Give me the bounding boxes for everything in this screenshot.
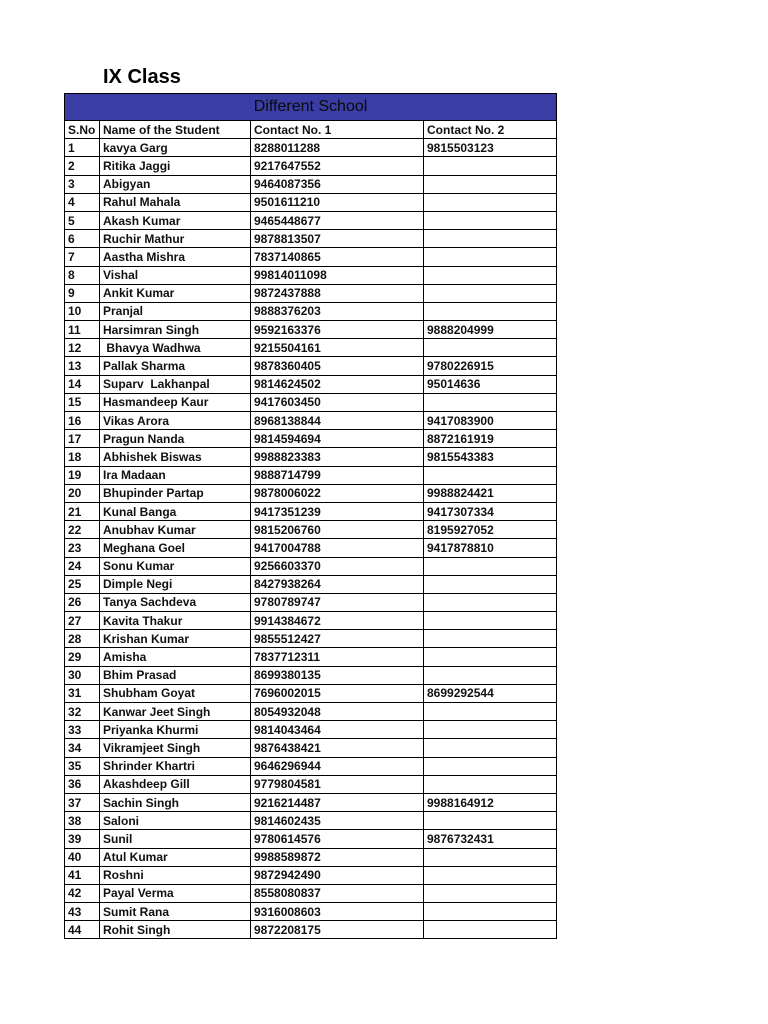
table-row <box>65 466 557 484</box>
cell-student-name: Vishal <box>100 266 251 284</box>
table-row <box>65 393 557 411</box>
cell-contact-2 <box>424 866 557 884</box>
table-row <box>65 430 557 448</box>
table-row <box>65 684 557 702</box>
cell-contact-1: 9814602435 <box>251 812 424 830</box>
cell-student-name: Dimple Negi <box>100 575 251 593</box>
cell-contact-2 <box>424 248 557 266</box>
table-row <box>65 866 557 884</box>
student-contact-table <box>64 93 557 939</box>
cell-student-name: Sachin Singh <box>100 793 251 811</box>
table-row <box>65 884 557 902</box>
cell-contact-2 <box>424 211 557 229</box>
cell-student-name: Abhishek Biswas <box>100 448 251 466</box>
cell-sno: 20 <box>65 484 100 502</box>
cell-contact-1: 9878813507 <box>251 230 424 248</box>
cell-contact-2 <box>424 848 557 866</box>
cell-student-name: Vikas Arora <box>100 412 251 430</box>
cell-contact-2 <box>424 903 557 921</box>
cell-contact-2: 8699292544 <box>424 684 557 702</box>
table-row <box>65 157 557 175</box>
cell-sno: 26 <box>65 593 100 611</box>
cell-contact-1: 7837712311 <box>251 648 424 666</box>
cell-contact-1: 9217647552 <box>251 157 424 175</box>
cell-contact-1: 9988823383 <box>251 448 424 466</box>
cell-sno: 2 <box>65 157 100 175</box>
table-row <box>65 793 557 811</box>
table-row <box>65 703 557 721</box>
cell-contact-1: 9888714799 <box>251 466 424 484</box>
cell-contact-1: 9815206760 <box>251 521 424 539</box>
cell-contact-1: 9256603370 <box>251 557 424 575</box>
cell-contact-2 <box>424 648 557 666</box>
column-header-contact-1: Contact No. 1 <box>251 121 424 139</box>
cell-sno: 43 <box>65 903 100 921</box>
cell-contact-2 <box>424 703 557 721</box>
table-row <box>65 193 557 211</box>
cell-student-name: Abigyan <box>100 175 251 193</box>
cell-sno: 31 <box>65 684 100 702</box>
table-row <box>65 903 557 921</box>
table-row <box>65 502 557 520</box>
table-row <box>65 757 557 775</box>
cell-student-name: Rahul Mahala <box>100 193 251 211</box>
cell-student-name: Ankit Kumar <box>100 284 251 302</box>
cell-sno: 17 <box>65 430 100 448</box>
cell-contact-1: 9872437888 <box>251 284 424 302</box>
cell-contact-1: 9417351239 <box>251 502 424 520</box>
cell-sno: 3 <box>65 175 100 193</box>
cell-contact-1: 8699380135 <box>251 666 424 684</box>
cell-sno: 42 <box>65 884 100 902</box>
cell-contact-2 <box>424 284 557 302</box>
cell-contact-1: 9988589872 <box>251 848 424 866</box>
table-banner-row <box>65 94 557 121</box>
cell-student-name: kavya Garg <box>100 139 251 157</box>
table-body <box>65 139 557 939</box>
column-header-contact-2: Contact No. 2 <box>424 121 557 139</box>
cell-student-name: Atul Kumar <box>100 848 251 866</box>
cell-sno: 32 <box>65 703 100 721</box>
cell-student-name: Meghana Goel <box>100 539 251 557</box>
cell-sno: 1 <box>65 139 100 157</box>
cell-contact-2 <box>424 339 557 357</box>
cell-sno: 14 <box>65 375 100 393</box>
cell-contact-2: 9780226915 <box>424 357 557 375</box>
cell-student-name: Sunil <box>100 830 251 848</box>
cell-contact-1: 9779804581 <box>251 775 424 793</box>
cell-contact-2 <box>424 302 557 320</box>
table-row <box>65 375 557 393</box>
table-banner: Different School <box>65 94 557 121</box>
cell-contact-1: 8054932048 <box>251 703 424 721</box>
cell-student-name: Krishan Kumar <box>100 630 251 648</box>
table-row <box>65 539 557 557</box>
cell-sno: 8 <box>65 266 100 284</box>
cell-sno: 33 <box>65 721 100 739</box>
table-row <box>65 284 557 302</box>
cell-contact-1: 9464087356 <box>251 175 424 193</box>
cell-student-name: Rohit Singh <box>100 921 251 939</box>
cell-contact-1: 9878360405 <box>251 357 424 375</box>
cell-student-name: Anubhav Kumar <box>100 521 251 539</box>
table-row <box>65 775 557 793</box>
table-row <box>65 630 557 648</box>
cell-student-name: Bhim Prasad <box>100 666 251 684</box>
cell-student-name: Shrinder Khartri <box>100 757 251 775</box>
table-header-row <box>65 121 557 139</box>
cell-student-name: Harsimran Singh <box>100 321 251 339</box>
cell-contact-1: 9417603450 <box>251 393 424 411</box>
table-row <box>65 211 557 229</box>
cell-sno: 6 <box>65 230 100 248</box>
cell-sno: 39 <box>65 830 100 848</box>
cell-contact-1: 7696002015 <box>251 684 424 702</box>
cell-student-name: Priyanka Khurmi <box>100 721 251 739</box>
cell-student-name: Pallak Sharma <box>100 357 251 375</box>
cell-contact-2 <box>424 157 557 175</box>
cell-student-name: Kunal Banga <box>100 502 251 520</box>
cell-contact-1: 9872942490 <box>251 866 424 884</box>
cell-student-name: Pranjal <box>100 302 251 320</box>
table-row <box>65 921 557 939</box>
cell-contact-1: 9872208175 <box>251 921 424 939</box>
cell-contact-1: 9814594694 <box>251 430 424 448</box>
cell-sno: 24 <box>65 557 100 575</box>
cell-contact-2: 8195927052 <box>424 521 557 539</box>
cell-sno: 37 <box>65 793 100 811</box>
cell-sno: 27 <box>65 612 100 630</box>
cell-contact-1: 9646296944 <box>251 757 424 775</box>
cell-sno: 5 <box>65 211 100 229</box>
cell-student-name: Sonu Kumar <box>100 557 251 575</box>
cell-contact-1: 9316008603 <box>251 903 424 921</box>
table-row <box>65 357 557 375</box>
cell-contact-2: 9417878810 <box>424 539 557 557</box>
table-row <box>65 484 557 502</box>
table-row <box>65 848 557 866</box>
cell-contact-1: 8288011288 <box>251 139 424 157</box>
cell-contact-2: 9888204999 <box>424 321 557 339</box>
cell-sno: 29 <box>65 648 100 666</box>
cell-student-name: Ira Madaan <box>100 466 251 484</box>
cell-sno: 13 <box>65 357 100 375</box>
table-row <box>65 230 557 248</box>
cell-contact-1: 9878006022 <box>251 484 424 502</box>
cell-sno: 38 <box>65 812 100 830</box>
table-row <box>65 557 557 575</box>
cell-student-name: Tanya Sachdeva <box>100 593 251 611</box>
cell-contact-1: 9914384672 <box>251 612 424 630</box>
cell-student-name: Sumit Rana <box>100 903 251 921</box>
cell-contact-2 <box>424 193 557 211</box>
cell-contact-1: 8558080837 <box>251 884 424 902</box>
cell-contact-2 <box>424 230 557 248</box>
cell-student-name: Suparv Lakhanpal <box>100 375 251 393</box>
cell-contact-1: 8968138844 <box>251 412 424 430</box>
table-row <box>65 593 557 611</box>
cell-sno: 44 <box>65 921 100 939</box>
cell-contact-2: 9417307334 <box>424 502 557 520</box>
cell-contact-2 <box>424 884 557 902</box>
cell-sno: 36 <box>65 775 100 793</box>
cell-contact-2 <box>424 666 557 684</box>
cell-contact-2: 9988824421 <box>424 484 557 502</box>
cell-student-name: Ruchir Mathur <box>100 230 251 248</box>
cell-student-name: Payal Verma <box>100 884 251 902</box>
table-row <box>65 521 557 539</box>
cell-student-name: Saloni <box>100 812 251 830</box>
cell-contact-2: 8872161919 <box>424 430 557 448</box>
cell-contact-2 <box>424 721 557 739</box>
cell-contact-1: 9780789747 <box>251 593 424 611</box>
cell-contact-1: 9501611210 <box>251 193 424 211</box>
cell-sno: 12 <box>65 339 100 357</box>
table-row <box>65 575 557 593</box>
cell-sno: 35 <box>65 757 100 775</box>
cell-sno: 16 <box>65 412 100 430</box>
cell-contact-1: 9216214487 <box>251 793 424 811</box>
cell-contact-2 <box>424 921 557 939</box>
cell-student-name: Kavita Thakur <box>100 612 251 630</box>
cell-sno: 34 <box>65 739 100 757</box>
cell-contact-2 <box>424 557 557 575</box>
column-header-name: Name of the Student <box>100 121 251 139</box>
cell-sno: 28 <box>65 630 100 648</box>
cell-sno: 15 <box>65 393 100 411</box>
cell-contact-2 <box>424 612 557 630</box>
cell-contact-2 <box>424 775 557 793</box>
table-row <box>65 339 557 357</box>
cell-contact-2 <box>424 739 557 757</box>
cell-student-name: Hasmandeep Kaur <box>100 393 251 411</box>
cell-student-name: Aastha Mishra <box>100 248 251 266</box>
cell-sno: 40 <box>65 848 100 866</box>
cell-contact-2 <box>424 575 557 593</box>
cell-student-name: Kanwar Jeet Singh <box>100 703 251 721</box>
cell-student-name: Vikramjeet Singh <box>100 739 251 757</box>
cell-sno: 4 <box>65 193 100 211</box>
cell-contact-1: 99814011098 <box>251 266 424 284</box>
table-row <box>65 666 557 684</box>
cell-sno: 11 <box>65 321 100 339</box>
cell-contact-1: 9417004788 <box>251 539 424 557</box>
cell-sno: 19 <box>65 466 100 484</box>
cell-contact-2 <box>424 393 557 411</box>
table-row <box>65 830 557 848</box>
cell-contact-1: 9876438421 <box>251 739 424 757</box>
column-header-sno: S.No <box>65 121 100 139</box>
cell-student-name: Akash Kumar <box>100 211 251 229</box>
table-row <box>65 648 557 666</box>
cell-student-name: Bhupinder Partap <box>100 484 251 502</box>
cell-student-name: Amisha <box>100 648 251 666</box>
cell-contact-2: 9815503123 <box>424 139 557 157</box>
cell-contact-1: 9814043464 <box>251 721 424 739</box>
cell-contact-2 <box>424 630 557 648</box>
cell-sno: 9 <box>65 284 100 302</box>
cell-contact-2 <box>424 812 557 830</box>
cell-student-name: Shubham Goyat <box>100 684 251 702</box>
cell-contact-2: 9417083900 <box>424 412 557 430</box>
table-row <box>65 248 557 266</box>
cell-contact-2 <box>424 757 557 775</box>
cell-contact-2 <box>424 175 557 193</box>
cell-contact-2: 95014636 <box>424 375 557 393</box>
table-row <box>65 175 557 193</box>
page-title: IX Class <box>103 66 181 88</box>
cell-student-name: Bhavya Wadhwa <box>100 339 251 357</box>
table-row <box>65 448 557 466</box>
table-row <box>65 739 557 757</box>
table-row <box>65 721 557 739</box>
cell-sno: 10 <box>65 302 100 320</box>
cell-sno: 7 <box>65 248 100 266</box>
cell-sno: 21 <box>65 502 100 520</box>
table-row <box>65 266 557 284</box>
cell-contact-2: 9815543383 <box>424 448 557 466</box>
cell-sno: 30 <box>65 666 100 684</box>
table-row <box>65 812 557 830</box>
cell-contact-1: 9888376203 <box>251 302 424 320</box>
cell-contact-2 <box>424 266 557 284</box>
cell-contact-1: 8427938264 <box>251 575 424 593</box>
cell-contact-1: 9855512427 <box>251 630 424 648</box>
cell-contact-2: 9876732431 <box>424 830 557 848</box>
cell-student-name: Roshni <box>100 866 251 884</box>
cell-contact-1: 9465448677 <box>251 211 424 229</box>
cell-contact-1: 7837140865 <box>251 248 424 266</box>
cell-sno: 25 <box>65 575 100 593</box>
cell-student-name: Ritika Jaggi <box>100 157 251 175</box>
cell-contact-1: 9814624502 <box>251 375 424 393</box>
table-row <box>65 302 557 320</box>
cell-sno: 23 <box>65 539 100 557</box>
table-row <box>65 321 557 339</box>
table-row <box>65 139 557 157</box>
cell-contact-2 <box>424 466 557 484</box>
cell-sno: 18 <box>65 448 100 466</box>
cell-student-name: Pragun Nanda <box>100 430 251 448</box>
table-row <box>65 412 557 430</box>
cell-contact-2: 9988164912 <box>424 793 557 811</box>
cell-contact-1: 9780614576 <box>251 830 424 848</box>
cell-sno: 22 <box>65 521 100 539</box>
cell-student-name: Akashdeep Gill <box>100 775 251 793</box>
cell-contact-1: 9215504161 <box>251 339 424 357</box>
cell-sno: 41 <box>65 866 100 884</box>
cell-contact-1: 9592163376 <box>251 321 424 339</box>
cell-contact-2 <box>424 593 557 611</box>
table-row <box>65 612 557 630</box>
